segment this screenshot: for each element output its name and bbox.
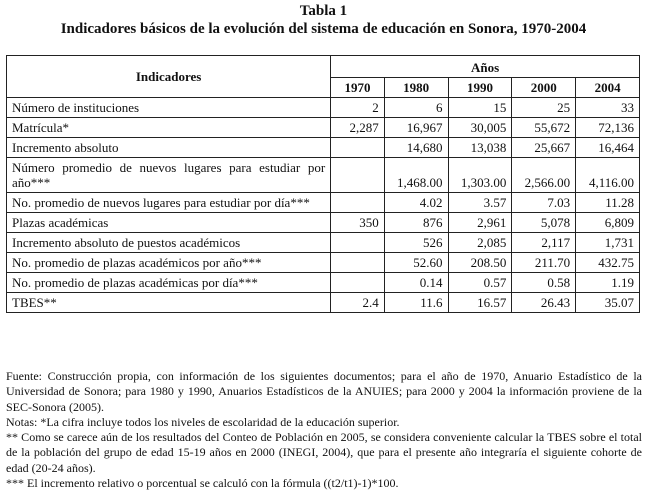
cell-value: 526: [384, 233, 448, 253]
header-year: 1990: [448, 78, 512, 98]
cell-value: 2,566.00: [512, 158, 576, 193]
table-row: [7, 193, 640, 213]
cell-value: [331, 253, 385, 273]
row-label: Incremento absoluto de puestos académicos: [7, 233, 331, 253]
cell-value: 30,005: [448, 118, 512, 138]
cell-value: 2,961: [448, 213, 512, 233]
row-label: Número de instituciones: [7, 98, 331, 118]
header-indicadores: Indicadores: [7, 56, 331, 98]
table-title: Indicadores básicos de la evolución del sistema de educación en Sonora, 1970-2004: [60, 21, 587, 37]
cell-value: 13,038: [448, 138, 512, 158]
table-row: [7, 213, 640, 233]
table-row: [7, 158, 640, 193]
row-label: Incremento absoluto: [7, 138, 331, 158]
cell-value: [331, 273, 385, 293]
cell-value: 6,809: [576, 213, 640, 233]
cell-value: 3.57: [448, 193, 512, 213]
table-row: [7, 98, 640, 118]
cell-value: 2,117: [512, 233, 576, 253]
header-year: 2000: [512, 78, 576, 98]
row-label: Número promedio de nuevos lugares para estudiar por año***: [7, 158, 331, 193]
cell-value: 14,680: [384, 138, 448, 158]
table-row: [7, 293, 640, 313]
row-label: No. promedio de nuevos lugares para estudiar por día***: [7, 193, 331, 213]
table-row: [7, 118, 640, 138]
table-row: [7, 138, 640, 158]
cell-value: 2.4: [331, 293, 385, 313]
cell-value: [331, 193, 385, 213]
note-1: Notas: *La cifra incluye todos los niveles de escolaridad de la educación superior.: [6, 414, 400, 429]
cell-value: 2: [331, 98, 385, 118]
row-label: No. promedio de plazas académicas por día***: [7, 273, 331, 293]
cell-value: [331, 138, 385, 158]
cell-value: 26.43: [512, 293, 576, 313]
cell-value: 72,136: [576, 118, 640, 138]
cell-value: 5,078: [512, 213, 576, 233]
header-year: 2004: [576, 78, 640, 98]
row-label: TBES**: [7, 293, 331, 313]
cell-value: 876: [384, 213, 448, 233]
header-anos: Años: [331, 56, 640, 78]
cell-value: 33: [576, 98, 640, 118]
row-label: Plazas académicas: [7, 213, 331, 233]
cell-value: 2,085: [448, 233, 512, 253]
table-number: Tabla 1: [299, 3, 348, 19]
note-2: ** Como se carece aún de los resultados del Conteo de Población en 2005, se considera conveniente calcular la TBES sobre el total de la población del grupo de edad 15-19 años en 2000 (INEGI, 2004), que para el presente año integraría el siguiente cohorte de edad (20-24 años).: [6, 430, 642, 475]
indicators-table: [6, 55, 640, 313]
cell-value: 16,464: [576, 138, 640, 158]
cell-value: 4,116.00: [576, 158, 640, 193]
cell-value: 6: [384, 98, 448, 118]
cell-value: 7.03: [512, 193, 576, 213]
cell-value: 11.28: [576, 193, 640, 213]
cell-value: 55,672: [512, 118, 576, 138]
cell-value: 0.58: [512, 273, 576, 293]
cell-value: 1,468.00: [384, 158, 448, 193]
cell-value: 35.07: [576, 293, 640, 313]
source-note: Fuente: Construcción propia, con información de los siguientes documentos; para el año de 1970, Anuario Estadístico de la Universidad de Sonora; para 1980 y 1990, Anuarios Estadísticos de la ANUIES; para 2000 y 2004 la información proviene de la SEC-Sonora (2005).: [6, 369, 642, 414]
row-label: Matrícula*: [7, 118, 331, 138]
cell-value: 211.70: [512, 253, 576, 273]
cell-value: 52.60: [384, 253, 448, 273]
row-label: No. promedio de plazas académicos por año***: [7, 253, 331, 273]
cell-value: 16,967: [384, 118, 448, 138]
table-row: [7, 253, 640, 273]
table-notes: [6, 369, 642, 491]
cell-value: 1.19: [576, 273, 640, 293]
cell-value: 1,303.00: [448, 158, 512, 193]
cell-value: 1,731: [576, 233, 640, 253]
table-row: [7, 233, 640, 253]
note-3: *** El incremento relativo o porcentual se calculó con la fórmula ((t2/t1)-1)*100.: [6, 476, 399, 491]
cell-value: 0.57: [448, 273, 512, 293]
cell-value: 208.50: [448, 253, 512, 273]
cell-value: [331, 158, 385, 193]
cell-value: [331, 233, 385, 253]
cell-value: 15: [448, 98, 512, 118]
cell-value: 350: [331, 213, 385, 233]
header-year: 1970: [331, 78, 385, 98]
header-year: 1980: [384, 78, 448, 98]
cell-value: 11.6: [384, 293, 448, 313]
cell-value: 4.02: [384, 193, 448, 213]
cell-value: 432.75: [576, 253, 640, 273]
table-row: [7, 273, 640, 293]
cell-value: 2,287: [331, 118, 385, 138]
cell-value: 0.14: [384, 273, 448, 293]
cell-value: 16.57: [448, 293, 512, 313]
cell-value: 25: [512, 98, 576, 118]
cell-value: 25,667: [512, 138, 576, 158]
